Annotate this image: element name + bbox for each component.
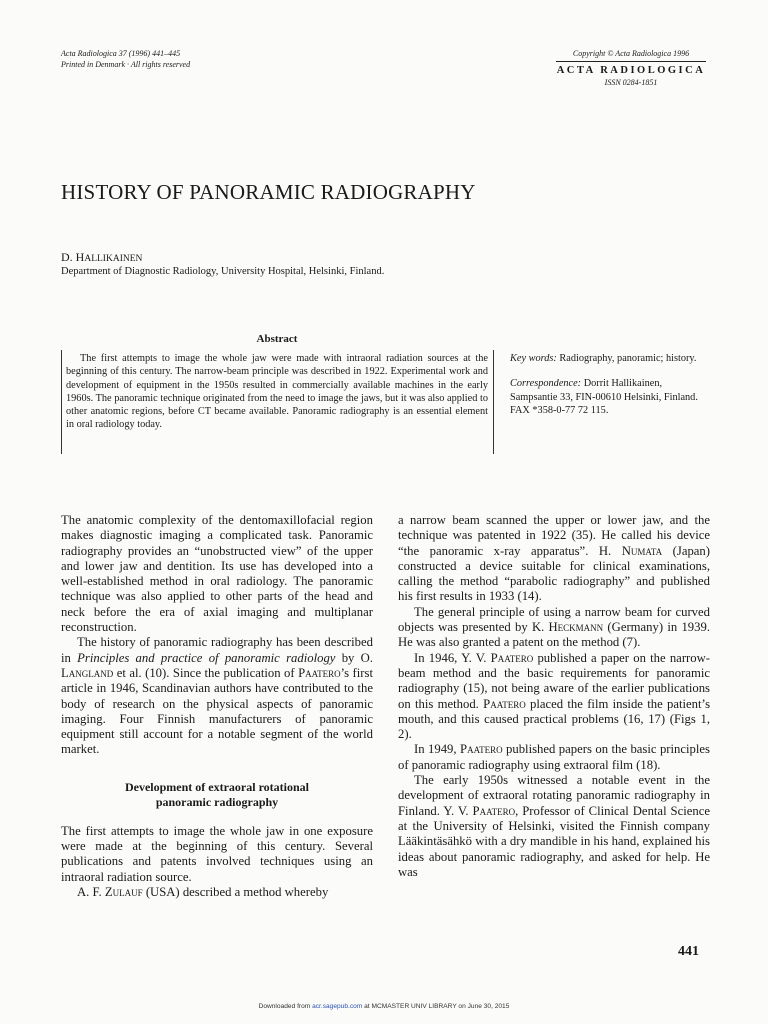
paragraph: The history of panoramic radiography has been described in Principles and practice of panoramic radiology by O. Langland et al. (10). Since the publication of Paatero’s first article in 1946, Scandinavian authors have contributed to the body of research on the physical aspects of panoramic imaging. Four Finnish manufacturers of panoramic equipment still account for a notable segment of the world market. <box>61 635 373 757</box>
keywords-panel <box>510 352 710 429</box>
paragraph: In 1949, Paatero published papers on the basic principles of panoramic radiography using extraoral film (18). <box>398 742 710 772</box>
author-ref: Paatero <box>472 803 516 818</box>
body-left-column <box>61 513 373 900</box>
paragraph: The general principle of using a narrow beam for curved objects was presented by K. Heckmann (Germany) in 1939. He was also granted a patent on the method (7). <box>398 604 710 650</box>
abstract-right-rule <box>493 350 494 454</box>
author-surname: ALLIKAINEN <box>84 254 143 264</box>
paragraph: The anatomic complexity of the dentomaxillofacial region makes diagnostic imaging a complicated task. Panoramic radiography provides an “unobstructed view” of the upper and lower jaw and dentition. Its use has developed into a well-established method in oral radiology. The panoramic technique was also applied to other parts of the head and neck before the era of axial imaging and multiplanar reconstruction. <box>61 513 373 635</box>
copyright-line: Copyright © Acta Radiologica 1996 <box>572 49 690 58</box>
author-ref: Paatero <box>490 650 534 665</box>
author-ref: Heckmann <box>548 620 604 635</box>
journal-masthead <box>556 48 706 88</box>
paragraph: In 1946, Y. V. Paatero published a paper on the narrow-beam method and the basic requirements for panoramic radiography (15), not being aware of the earlier publications on this method. Paatero placed the film inside the patient’s mouth, and this caused practical problems (16, 17) (Figs 1, 2). <box>398 650 711 742</box>
journal-citation <box>61 48 190 70</box>
affiliation: Department of Diagnostic Radiology, University Hospital, Helsinki, Finland. <box>61 266 385 277</box>
issn: ISSN 0284-1851 <box>604 78 658 87</box>
author-ref: Paatero <box>460 742 503 757</box>
abstract-left-rule <box>61 350 62 454</box>
paragraph: A. F. Zulauf (USA) described a method whereby <box>77 884 329 899</box>
author-initial: D. H <box>61 250 85 264</box>
keywords <box>510 352 710 365</box>
download-footer: Downloaded from acr.sagepub.com at MCMASTER UNIV LIBRARY on June 30, 2015 <box>258 1003 510 1010</box>
author-ref: Numata <box>621 543 663 558</box>
author-ref: Langland <box>61 665 114 680</box>
correspondence <box>510 377 710 417</box>
paragraph: a narrow beam scanned the upper or lower jaw, and the technique was patented in 1922 (35). He called his device “the panoramic x-ray apparatus”. H. Numata (Japan) constructed a device suitable for clinical examinations, calling the method “parabolic radiography” and published his first results in 1933 (14). <box>398 513 710 604</box>
correspondence-label: Correspondence: <box>510 378 582 390</box>
book-title: Principles and practice of panoramic radiology <box>77 650 336 665</box>
keywords-text: Radiography, panoramic; history. <box>559 353 697 364</box>
page-number: 441 <box>678 944 699 959</box>
author-name <box>61 250 142 265</box>
abstract-text: The first attempts to image the whole jaw were made with intraoral radiation sources at the beginning of this century. The narrow-beam principle was described in 1922. Experimental work and development of equipment in the 1950s resulted in commercially available machines in the early 1960s. The panoramic technique originated from the need to image the jaws, but it was also applied to other anatomic regions, before CT became available. Panoramic radiography is an essential element in oral radiology today. <box>66 353 488 431</box>
citation-line: Acta Radiologica 37 (1996) 441–445 <box>61 49 181 58</box>
correspondence-text: Dorrit Hallikainen, Sampsantie 33, FIN-00610 Helsinki, Finland. FAX *358-0-77 72 115. <box>510 378 698 416</box>
body-right-column <box>398 513 710 880</box>
author-ref: Paatero <box>483 696 526 711</box>
printed-line: Printed in Denmark · All rights reserved <box>61 60 191 69</box>
masthead-rule <box>556 61 706 62</box>
source-link[interactable]: acr.sagepub.com <box>312 1003 363 1010</box>
paragraph: The early 1950s witnessed a notable event in the development of extraoral rotating panoramic radiography in Finland. Y. V. Paatero, Professor of Clinical Dental Science at the University of Helsinki, visited the Finnish company Lääkintäsähkö with a dry mandible in his hand, explained his ideas about panoramic radiography, and asked for help. He was <box>398 773 711 879</box>
abstract-heading: Abstract <box>256 333 298 345</box>
author-ref: Paatero <box>298 665 341 680</box>
author-ref: Zulauf <box>104 884 143 899</box>
journal-name: ACTA RADIOLOGICA <box>556 65 706 76</box>
keywords-label: Key words: <box>510 353 557 364</box>
article-title: HISTORY OF PANORAMIC RADIOGRAPHY <box>61 180 476 204</box>
paragraph: The first attempts to image the whole jaw in one exposure were made at the beginning of this century. Several publications and patents involved techniques using an intraoral radiation source. <box>61 823 373 884</box>
section-heading: Development of extraoral rotational panoramic radiography <box>124 779 310 809</box>
